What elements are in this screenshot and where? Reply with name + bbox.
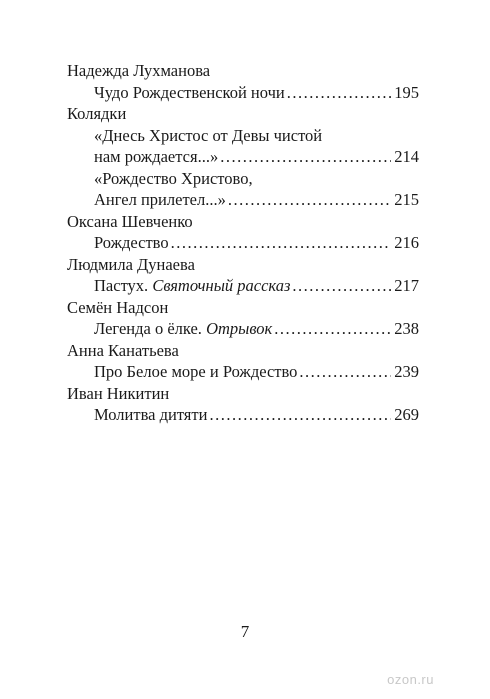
toc-work bbox=[67, 168, 419, 211]
dot-leader bbox=[209, 404, 391, 426]
toc-author: Людмила Дунаева bbox=[67, 254, 195, 274]
toc-work-title-text: нам рождается...» bbox=[94, 147, 219, 166]
toc-entry bbox=[67, 340, 419, 383]
toc-work-line-with-page bbox=[94, 275, 419, 297]
toc-work bbox=[67, 232, 419, 254]
toc-work-title bbox=[94, 361, 297, 383]
toc-author: Надежда Лухманова bbox=[67, 61, 211, 80]
toc-page-number: 195 bbox=[394, 82, 419, 102]
toc-work-line bbox=[94, 125, 419, 147]
toc-work bbox=[67, 275, 419, 297]
toc-work-title bbox=[94, 404, 207, 426]
toc-entry bbox=[67, 60, 419, 103]
toc-page-number: 215 bbox=[394, 190, 419, 209]
toc-author: Оксана Шевченко bbox=[67, 211, 193, 231]
toc-work-subtitle: Святочный рассказ bbox=[152, 276, 291, 295]
toc-work-title bbox=[94, 146, 218, 168]
toc-work-title-text: Молитва дитяти bbox=[94, 405, 208, 424]
dot-leader bbox=[274, 318, 391, 340]
toc-work-line bbox=[94, 168, 419, 190]
toc-work-title bbox=[94, 275, 290, 297]
toc-work-title bbox=[94, 318, 272, 340]
dot-leader bbox=[228, 189, 391, 211]
dot-leader bbox=[287, 82, 392, 104]
page-number: 7 bbox=[240, 622, 250, 641]
toc-work-title bbox=[94, 125, 322, 147]
toc-work bbox=[67, 361, 419, 383]
toc-work bbox=[67, 82, 419, 104]
toc-entry bbox=[67, 297, 419, 340]
toc-work bbox=[67, 318, 419, 340]
toc-author: Иван Никитин bbox=[67, 383, 170, 403]
toc-work-title-text: «Рождество Христово, bbox=[94, 168, 253, 188]
toc-work-line-with-page bbox=[94, 404, 419, 426]
toc-work-line-with-page bbox=[94, 146, 419, 168]
toc-work-line-with-page bbox=[94, 318, 419, 340]
toc-work-title-text: Легенда о ёлке. bbox=[94, 319, 207, 338]
toc-page-number: 239 bbox=[394, 362, 419, 381]
toc-work-title-text: Ангел прилетел...» bbox=[94, 190, 226, 209]
toc-work bbox=[67, 404, 419, 426]
toc-page-number: 216 bbox=[394, 233, 419, 252]
toc-author: Колядки bbox=[67, 104, 127, 123]
toc-work-subtitle: Отрывок bbox=[206, 319, 273, 338]
dot-leader bbox=[171, 232, 392, 254]
toc-entry bbox=[67, 383, 419, 426]
toc-work-title bbox=[94, 232, 169, 254]
toc-entry bbox=[67, 103, 419, 211]
toc-page-number: 238 bbox=[394, 319, 419, 338]
dot-leader bbox=[292, 275, 391, 297]
toc-work-title-text: Про Белое море и Рождество bbox=[94, 362, 298, 381]
toc-work-line-with-page bbox=[94, 189, 419, 211]
toc-work-title bbox=[94, 189, 226, 211]
toc-page-number: 214 bbox=[394, 147, 419, 166]
toc-work-title bbox=[94, 82, 285, 104]
toc-work-title-text: «Днесь Христос от Девы чистой bbox=[94, 125, 323, 145]
table-of-contents bbox=[67, 60, 419, 426]
dot-leader bbox=[220, 146, 391, 168]
toc-work-title-text: Чудо Рождественской ночи bbox=[94, 82, 285, 102]
toc-work-title-text: Рождество bbox=[94, 233, 169, 252]
toc-work-title bbox=[94, 168, 253, 190]
toc-work-title-text: Пастух. bbox=[94, 276, 153, 295]
toc-page-number: 269 bbox=[394, 405, 419, 424]
toc-page-number: 217 bbox=[394, 276, 419, 295]
toc-work-line-with-page bbox=[94, 361, 419, 383]
dot-leader bbox=[299, 361, 391, 383]
toc-author: Анна Канатьева bbox=[67, 340, 179, 360]
toc-entry bbox=[67, 211, 419, 254]
toc-author: Семён Надсон bbox=[67, 297, 169, 317]
toc-work bbox=[67, 125, 419, 168]
watermark: ozon.ru bbox=[387, 672, 434, 687]
toc-entry bbox=[67, 254, 419, 297]
toc-work-line-with-page bbox=[94, 82, 419, 104]
toc-work-line-with-page bbox=[94, 232, 419, 254]
